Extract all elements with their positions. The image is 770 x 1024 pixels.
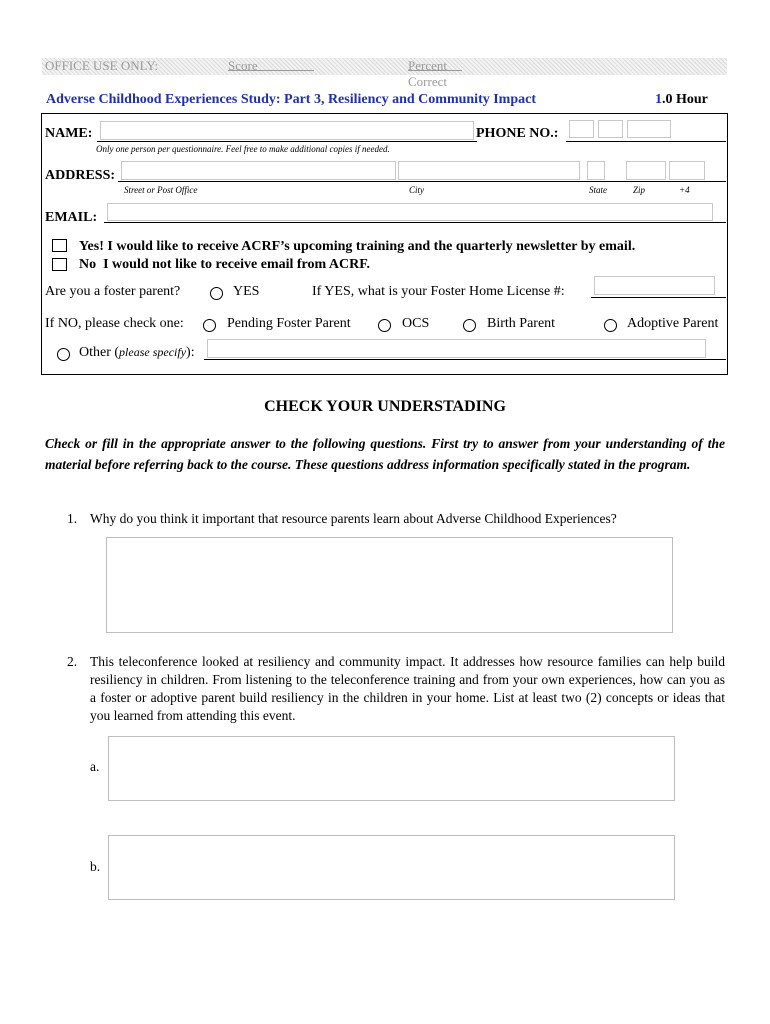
zip-plus4-field[interactable] bbox=[669, 161, 705, 180]
state-field[interactable] bbox=[587, 161, 605, 180]
birth-parent-label: Birth Parent bbox=[487, 316, 556, 331]
opt-in-no-checkbox[interactable] bbox=[52, 258, 67, 271]
zip-sublabel: Zip bbox=[633, 185, 646, 195]
pending-foster-label: Pending Foster Parent bbox=[227, 316, 351, 331]
question-1-answer-field[interactable] bbox=[106, 537, 673, 633]
answer-b-label: b. bbox=[90, 859, 101, 874]
foster-yes-label: YES bbox=[233, 284, 260, 299]
ocs-radio[interactable] bbox=[378, 319, 391, 332]
phone-area-code-field[interactable] bbox=[569, 120, 594, 138]
phone-label: PHONE NO.: bbox=[476, 126, 559, 141]
question-1-number: 1. bbox=[67, 511, 78, 526]
email-label: EMAIL: bbox=[45, 210, 98, 225]
ocs-label: OCS bbox=[402, 316, 430, 331]
adoptive-parent-radio[interactable] bbox=[604, 319, 617, 332]
street-sublabel: Street or Post Office bbox=[124, 185, 198, 195]
pending-foster-radio[interactable] bbox=[203, 319, 216, 332]
street-field[interactable] bbox=[121, 161, 396, 180]
opt-in-no-label: No I would not like to receive email from ACRF. bbox=[79, 257, 370, 272]
license-number-field[interactable] bbox=[594, 276, 715, 295]
question-2-text: This teleconference looked at resiliency and community impact. It addresses how resource families can help build resiliency in children. From listening to the teleconference training and from your own experiences, how can you as a foster or adoptive parent build resiliency in the children in your home. List at least two (2) concepts or ideas that you learned from attending this event. bbox=[90, 654, 725, 723]
name-field[interactable] bbox=[100, 121, 474, 140]
question-2a-answer-field[interactable] bbox=[108, 736, 675, 801]
other-label: Other (please specify): bbox=[79, 345, 195, 360]
if-no-label: If NO, please check one: bbox=[45, 316, 184, 331]
zip-field[interactable] bbox=[626, 161, 666, 180]
city-field[interactable] bbox=[398, 161, 580, 180]
course-title: Adverse Childhood Experiences Study: Part 3, Resiliency and Community Impact bbox=[46, 92, 537, 107]
office-use-strip bbox=[42, 58, 727, 89]
section-heading: CHECK YOUR UNDERSTADING bbox=[264, 398, 506, 415]
other-radio[interactable] bbox=[57, 348, 70, 361]
score-label: Score bbox=[228, 58, 258, 73]
state-sublabel: State bbox=[589, 185, 607, 195]
other-specify-field[interactable] bbox=[207, 339, 706, 358]
question-2b-answer-field[interactable] bbox=[108, 835, 675, 900]
adoptive-parent-label: Adoptive Parent bbox=[627, 316, 719, 331]
address-label: ADDRESS: bbox=[45, 168, 116, 183]
instructions: Check or fill in the appropriate answer to the following questions. First try to answer from your understanding of the material before referring back to the course. These questions address information specifically stated in the program. bbox=[45, 436, 725, 472]
foster-parent-question: Are you a foster parent? bbox=[45, 284, 181, 299]
question-1-text: Why do you think it important that resource parents learn about Adverse Childhood Experiences? bbox=[90, 511, 617, 526]
foster-yes-radio[interactable] bbox=[210, 287, 223, 300]
opt-in-yes-checkbox[interactable] bbox=[52, 239, 67, 252]
opt-in-yes-label: Yes! I would like to receive ACRF’s upcoming training and the quarterly newsletter by email. bbox=[79, 239, 636, 254]
birth-parent-radio[interactable] bbox=[463, 319, 476, 332]
percent-correct-label: Percent Correct bbox=[408, 58, 447, 89]
plus4-sublabel: +4 bbox=[679, 185, 690, 195]
city-sublabel: City bbox=[409, 185, 424, 195]
question-2-number: 2. bbox=[67, 654, 78, 669]
name-note: Only one person per questionnaire. Feel free to make additional copies if needed. bbox=[96, 144, 390, 154]
license-question: If YES, what is your Foster Home License #: bbox=[312, 284, 565, 299]
answer-a-label: a. bbox=[90, 759, 100, 774]
phone-prefix-field[interactable] bbox=[598, 120, 623, 138]
phone-number-field[interactable] bbox=[627, 120, 671, 138]
course-hours: 1.0 Hour bbox=[655, 92, 708, 107]
office-use-label: OFFICE USE ONLY: bbox=[45, 58, 159, 73]
name-label: NAME: bbox=[45, 126, 93, 141]
email-field[interactable] bbox=[107, 203, 713, 221]
